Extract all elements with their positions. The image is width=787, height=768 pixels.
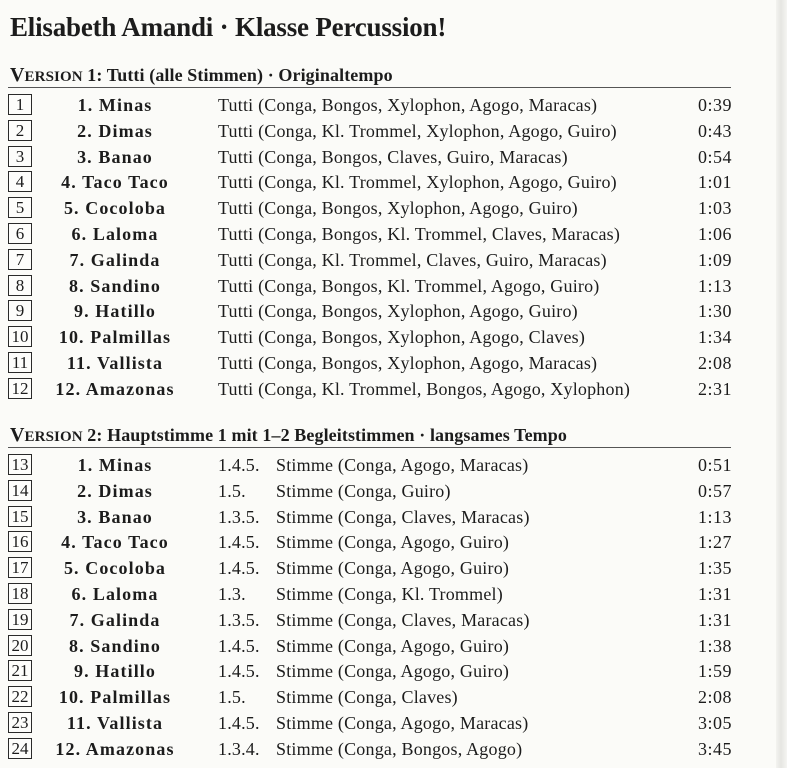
track-title: 6. Laloma	[71, 584, 159, 604]
version2-label-first: V	[10, 424, 25, 446]
track-title: 11. Vallista	[66, 353, 164, 373]
track-title: 3. Banao	[77, 146, 153, 167]
track-title: 9. Hatillo	[74, 301, 156, 322]
track-row[interactable]	[0, 196, 776, 222]
track-duration: 0:57	[697, 480, 732, 501]
track-duration: 1:09	[697, 249, 732, 270]
track-voices: 1.5.	[218, 687, 246, 708]
track-duration: 1:31	[697, 584, 732, 604]
track-duration: 3:45	[697, 738, 732, 759]
track-row[interactable]	[0, 93, 776, 119]
track-number-box: 21	[8, 660, 32, 681]
track-voices: 1.4.5.	[218, 558, 260, 579]
track-duration: 1:59	[697, 661, 732, 682]
track-row[interactable]	[0, 608, 776, 634]
track-duration: 0:54	[697, 146, 732, 167]
track-instrumentation: Tutti (Conga, Bongos, Xylophon, Agogo, Maracas)	[218, 95, 598, 115]
track-voices: 1.4.5.	[218, 635, 260, 656]
track-number-box: 4	[8, 171, 32, 192]
track-duration: 1:31	[697, 609, 732, 630]
track-instrumentation: Tutti (Conga, Kl. Trommel, Xylophon, Agogo, Guiro)	[218, 172, 617, 193]
track-number-box: 23	[8, 712, 32, 733]
page-title: Elisabeth Amandi · Klasse Percussion!	[10, 12, 447, 42]
track-row[interactable]	[0, 479, 776, 505]
track-title: 7. Galinda	[69, 249, 161, 270]
track-number-box: 13	[8, 454, 32, 475]
track-title: 2. Dimas	[77, 480, 153, 501]
track-duration: 1:27	[697, 532, 732, 553]
track-title: 10. Palmillas	[58, 687, 172, 708]
track-row[interactable]	[0, 119, 776, 145]
track-number-box: 2	[8, 120, 32, 141]
track-number-box: 7	[8, 249, 32, 270]
track-duration: 2:31	[697, 378, 732, 399]
track-row[interactable]	[0, 634, 776, 660]
version1-label-num: 1:	[87, 65, 103, 85]
track-voices: 1.4.5.	[218, 455, 260, 475]
track-number-box: 17	[8, 557, 32, 578]
version2-divider	[8, 447, 731, 448]
track-title: 10. Palmillas	[58, 327, 172, 348]
track-duration: 1:13	[697, 506, 732, 527]
track-number-box: 9	[8, 300, 32, 321]
track-title: 12. Amazonas	[55, 738, 175, 759]
track-voices: 1.5.	[218, 480, 246, 501]
version1-label-rest: ERSION	[24, 69, 83, 85]
track-row[interactable]	[0, 325, 776, 351]
version2-heading-text: Hauptstimme 1 mit 1–2 Begleitstimmen · langsames Tempo	[107, 425, 567, 445]
track-duration: 1:34	[697, 327, 732, 348]
track-number-box: 8	[8, 275, 32, 296]
track-row[interactable]	[0, 248, 776, 274]
track-number-box: 10	[8, 326, 32, 347]
page-edge	[776, 0, 787, 768]
track-row[interactable]	[0, 299, 776, 325]
track-duration: 0:51	[697, 455, 732, 475]
track-title: 4. Taco Taco	[61, 532, 169, 553]
track-row[interactable]	[0, 685, 776, 711]
track-number-box: 18	[8, 583, 32, 604]
track-instrumentation: Tutti (Conga, Bongos, Claves, Guiro, Maracas)	[218, 146, 568, 167]
track-instrumentation: Stimme (Conga, Claves, Maracas)	[276, 609, 530, 630]
track-row[interactable]	[0, 711, 776, 737]
track-title: 1. Minas	[77, 455, 153, 475]
track-duration: 2:08	[697, 353, 732, 373]
track-row[interactable]	[0, 659, 776, 685]
track-number-box: 16	[8, 531, 32, 552]
track-duration: 1:03	[697, 198, 732, 219]
track-duration: 0:39	[697, 95, 732, 115]
track-duration: 2:08	[697, 687, 732, 708]
track-duration: 1:38	[697, 635, 732, 656]
track-number-box: 3	[8, 146, 32, 167]
track-duration: 1:30	[697, 301, 732, 322]
track-instrumentation: Stimme (Conga, Agogo, Guiro)	[276, 635, 510, 656]
track-instrumentation: Tutti (Conga, Kl. Trommel, Xylophon, Agogo, Guiro)	[218, 120, 617, 141]
version1-heading	[10, 64, 393, 87]
track-title: 3. Banao	[77, 506, 153, 527]
track-title: 11. Vallista	[66, 713, 164, 733]
track-voices: 1.4.5.	[218, 713, 260, 733]
track-instrumentation: Stimme (Conga, Agogo, Guiro)	[276, 532, 510, 553]
track-instrumentation: Tutti (Conga, Kl. Trommel, Bongos, Agogo, Xylophon)	[218, 378, 631, 399]
track-number-box: 22	[8, 686, 32, 707]
track-instrumentation: Tutti (Conga, Bongos, Xylophon, Agogo, Maracas)	[218, 353, 598, 373]
track-voices: 1.3.	[218, 584, 246, 604]
track-title: 5. Cocoloba	[63, 558, 167, 579]
version2-label-rest: ERSION	[24, 429, 83, 445]
track-row[interactable]	[0, 453, 776, 479]
track-duration: 1:01	[697, 172, 732, 193]
track-title: 2. Dimas	[77, 120, 153, 141]
track-number-box: 5	[8, 197, 32, 218]
track-instrumentation: Stimme (Conga, Agogo, Maracas)	[276, 713, 529, 733]
track-number-box: 20	[8, 635, 32, 656]
track-instrumentation: Stimme (Conga, Agogo, Guiro)	[276, 558, 510, 579]
version1-label-first: V	[10, 64, 25, 86]
track-row[interactable]	[0, 530, 776, 556]
track-voices: 1.3.5.	[218, 609, 260, 630]
version1-heading-text: Tutti (alle Stimmen) · Originaltempo	[106, 65, 393, 85]
track-duration: 1:35	[697, 558, 732, 579]
track-title: 4. Taco Taco	[61, 172, 169, 193]
track-instrumentation: Stimme (Conga, Claves, Maracas)	[276, 506, 530, 527]
track-row[interactable]	[0, 582, 776, 608]
track-instrumentation: Stimme (Conga, Guiro)	[276, 480, 451, 501]
track-title: 1. Minas	[77, 95, 153, 115]
track-instrumentation: Tutti (Conga, Bongos, Kl. Trommel, Agogo, Guiro)	[218, 275, 600, 296]
track-row[interactable]	[0, 145, 776, 171]
track-title: 8. Sandino	[68, 275, 162, 296]
track-row[interactable]	[0, 222, 776, 248]
track-instrumentation: Stimme (Conga, Bongos, Agogo)	[276, 738, 523, 759]
track-number-box: 15	[8, 506, 32, 527]
track-number-box: 1	[8, 94, 32, 115]
track-row[interactable]	[0, 351, 776, 377]
track-instrumentation: Stimme (Conga, Agogo, Guiro)	[276, 661, 510, 682]
track-title: 7. Galinda	[69, 609, 161, 630]
track-title: 6. Laloma	[71, 224, 159, 244]
version2-label-num: 2:	[87, 425, 103, 445]
track-instrumentation: Tutti (Conga, Bongos, Xylophon, Agogo, Guiro)	[218, 198, 578, 219]
track-voices: 1.4.5.	[218, 661, 260, 682]
track-voices: 1.3.4.	[218, 738, 260, 759]
track-instrumentation: Stimme (Conga, Agogo, Maracas)	[276, 455, 529, 475]
version2-heading	[10, 424, 567, 447]
track-row[interactable]	[0, 170, 776, 196]
track-row[interactable]	[0, 737, 776, 763]
track-title: 12. Amazonas	[55, 378, 175, 399]
track-number-box: 6	[8, 223, 32, 244]
track-duration: 1:13	[697, 275, 732, 296]
track-number-box: 11	[8, 352, 32, 373]
track-title: 5. Cocoloba	[63, 198, 167, 219]
track-number-box: 19	[8, 609, 32, 630]
track-instrumentation: Tutti (Conga, Bongos, Xylophon, Agogo, Claves)	[218, 327, 586, 348]
track-instrumentation: Stimme (Conga, Claves)	[276, 687, 458, 708]
track-title: 9. Hatillo	[74, 661, 156, 682]
track-voices: 1.4.5.	[218, 532, 260, 553]
track-row[interactable]	[0, 377, 776, 403]
track-row[interactable]	[0, 274, 776, 300]
version1-divider	[8, 87, 731, 88]
track-number-box: 12	[8, 378, 32, 399]
track-instrumentation: Tutti (Conga, Kl. Trommel, Claves, Guiro, Maracas)	[218, 249, 607, 270]
track-duration: 1:06	[697, 224, 732, 244]
track-row[interactable]	[0, 556, 776, 582]
track-voices: 1.3.5.	[218, 506, 260, 527]
track-number-box: 24	[8, 738, 32, 759]
track-row[interactable]	[0, 505, 776, 531]
track-number-box: 14	[8, 480, 32, 501]
track-duration: 3:05	[697, 713, 732, 733]
track-instrumentation: Tutti (Conga, Bongos, Xylophon, Agogo, Guiro)	[218, 301, 578, 322]
track-instrumentation: Stimme (Conga, Kl. Trommel)	[276, 584, 503, 604]
track-duration: 0:43	[697, 120, 732, 141]
track-title: 8. Sandino	[68, 635, 162, 656]
track-instrumentation: Tutti (Conga, Bongos, Kl. Trommel, Claves, Maracas)	[218, 224, 621, 244]
